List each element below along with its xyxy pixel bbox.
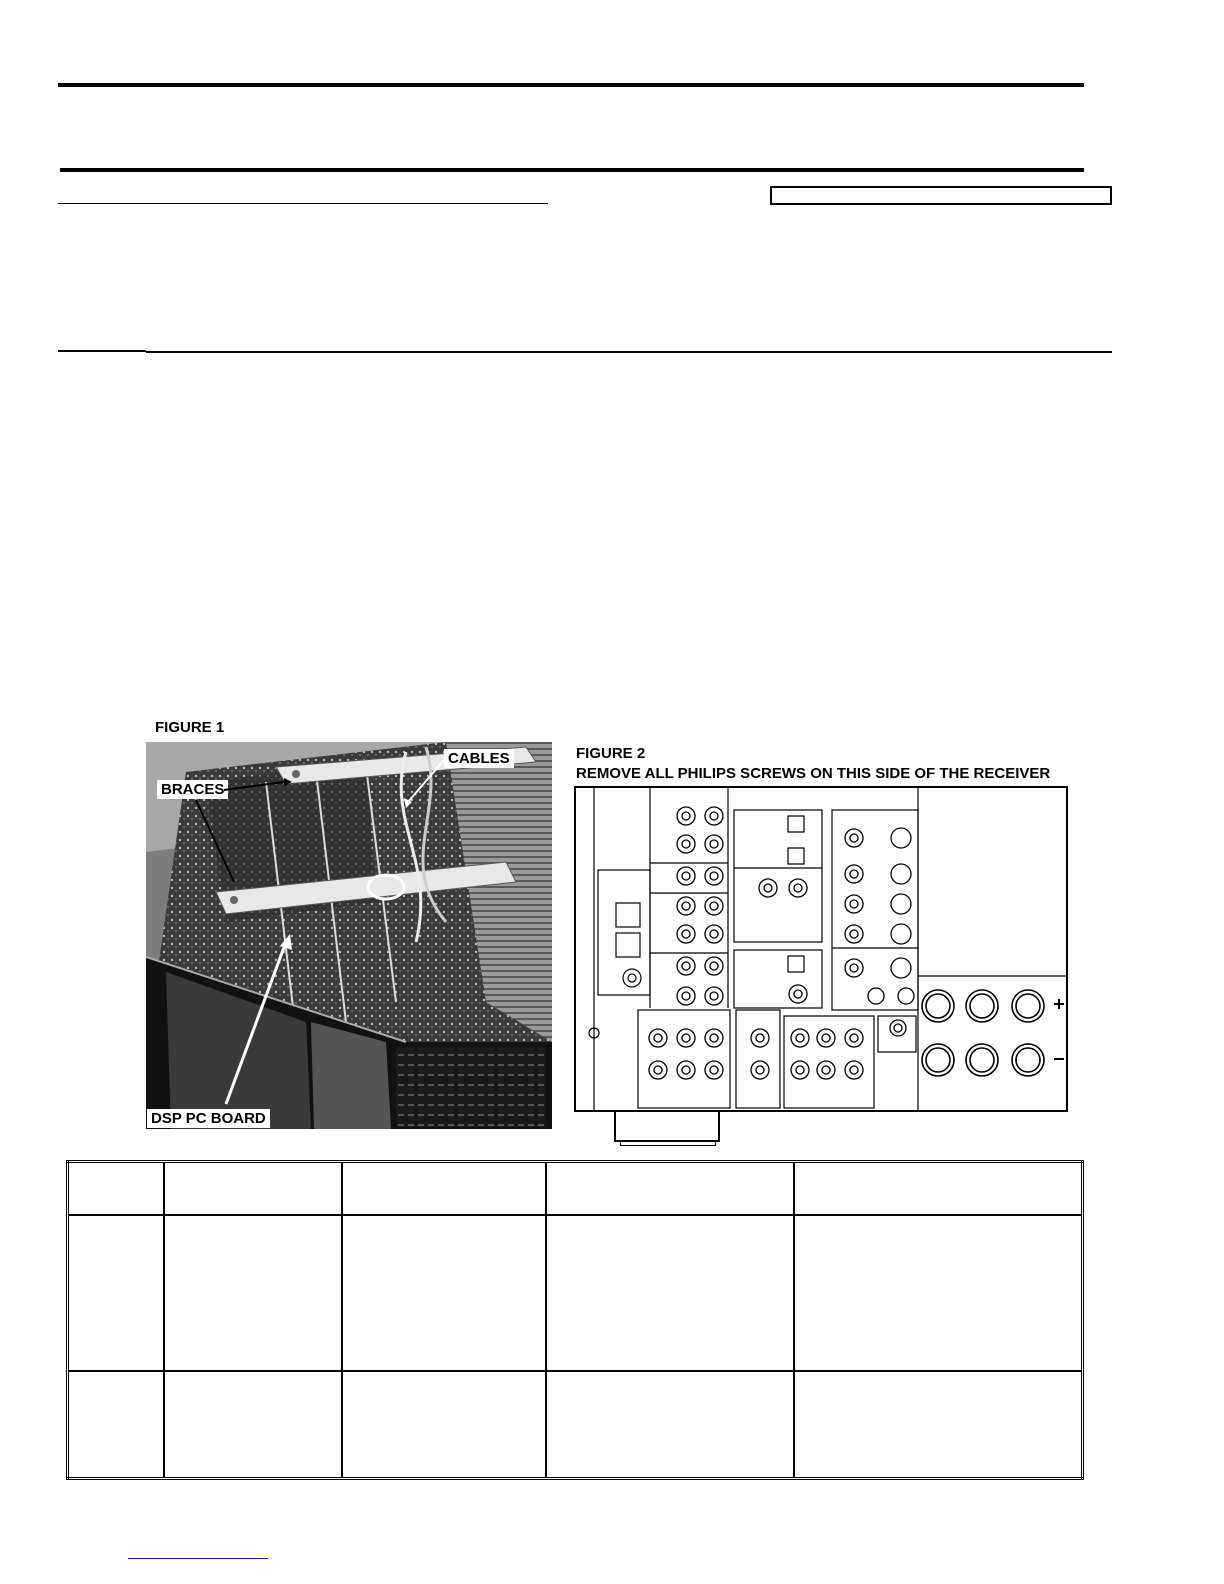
table-cell xyxy=(794,1162,1082,1215)
table-row xyxy=(68,1215,1083,1371)
header-rule-top xyxy=(58,83,1084,87)
table-cell xyxy=(794,1215,1082,1371)
table-cell xyxy=(546,1371,794,1478)
dsp-board-callout: DSP PC BOARD xyxy=(147,1109,270,1128)
header-rule-bottom xyxy=(60,168,1084,172)
cables-callout: CABLES xyxy=(444,749,514,768)
table-cell xyxy=(794,1371,1082,1478)
section-rule-right xyxy=(146,351,1112,353)
receiver-foot xyxy=(614,1112,720,1142)
specification-table xyxy=(66,1160,1084,1480)
braces-callout: BRACES xyxy=(157,780,228,799)
rear-panel-diagram xyxy=(576,788,1068,1112)
table-cell xyxy=(342,1215,546,1371)
table-cell xyxy=(164,1215,341,1371)
receiver-foot-base xyxy=(620,1140,716,1146)
title-underline xyxy=(58,203,548,204)
section-rule-left xyxy=(58,350,146,352)
figure-2-instruction: REMOVE ALL PHILIPS SCREWS ON THIS SIDE OF THE RECEIVER xyxy=(576,765,1051,782)
figure-1-leader-lines xyxy=(146,742,552,1129)
table-cell xyxy=(68,1162,165,1215)
table-cell xyxy=(68,1215,165,1371)
table-cell xyxy=(68,1371,165,1478)
table-cell xyxy=(546,1162,794,1215)
footer-link[interactable] xyxy=(128,1558,268,1559)
table-row xyxy=(68,1371,1083,1478)
figure-1-caption: FIGURE 1 xyxy=(155,719,225,736)
table-cell xyxy=(342,1162,546,1215)
polarity-marks xyxy=(1054,999,1064,1060)
speaker-terminals xyxy=(922,990,1044,1076)
header-box xyxy=(770,186,1112,205)
table-header-row xyxy=(68,1162,1083,1215)
table-cell xyxy=(546,1215,794,1371)
table-cell xyxy=(164,1162,341,1215)
figure-2-caption: FIGURE 2 xyxy=(576,745,646,762)
table-cell xyxy=(164,1371,341,1478)
receiver-rear-panel xyxy=(574,786,1068,1112)
table-cell xyxy=(342,1371,546,1478)
